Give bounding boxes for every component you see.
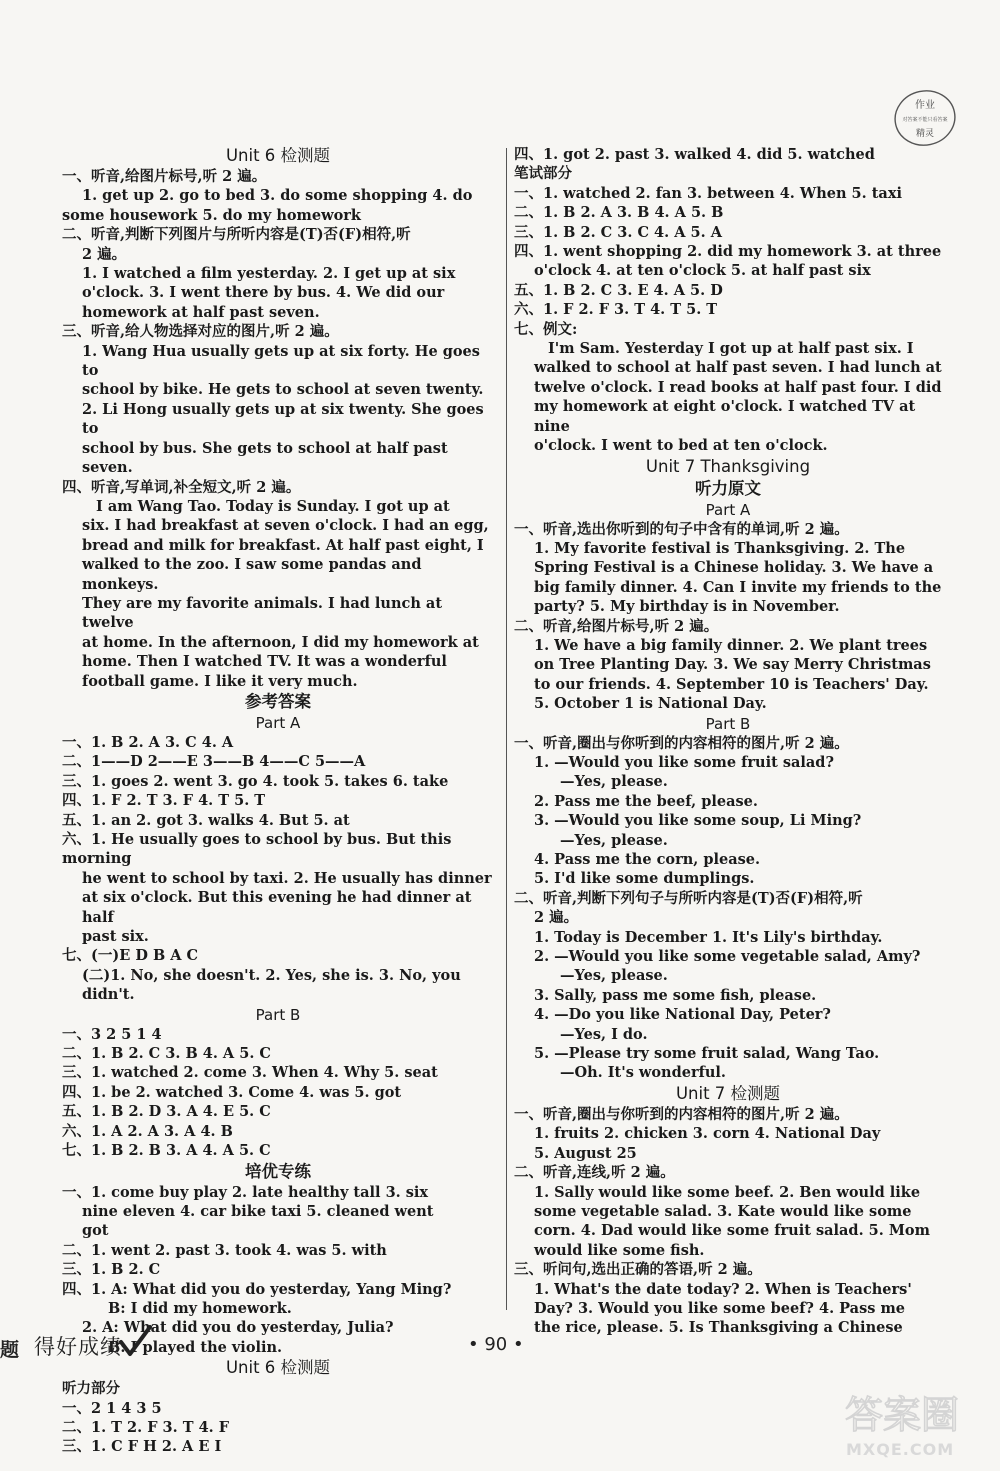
text-line: 二、听音,判断下列图片与所听内容是(T)否(F)相符,听: [62, 226, 411, 244]
text-line: 1. get up 2. go to bed 3. do some shopping 4. do: [82, 187, 473, 205]
text-line: 四、1. F 2. T 3. F 4. T 5. T: [62, 792, 266, 810]
text-line: 二、听音,连线,听 2 遍。: [514, 1164, 675, 1182]
text-line: 六、1. He usually goes to school by bus. But this morning: [62, 831, 452, 868]
text-line: at six o'clock. But this evening he had dinner at half: [82, 889, 472, 926]
stamp-text-3: 精灵: [915, 129, 935, 139]
text-line: on Tree Planting Day. 3. We say Merry Christmas: [534, 656, 931, 674]
text-line: at home. In the afternoon, I did my homework at: [82, 633, 479, 651]
text-line: 1. fruits 2. chicken 3. corn 4. National Day: [534, 1125, 881, 1143]
text-line: 1. My favorite festival is Thanksgiving. 2. The: [534, 539, 906, 557]
section-heading: 培优专练: [245, 1161, 311, 1181]
text-line: bread and milk for breakfast. At half past eight, I: [82, 536, 484, 554]
text-line: —Yes, please.: [560, 831, 668, 849]
text-line: some housework 5. do my homework: [62, 206, 361, 224]
text-line: party? 5. My birthday is in November.: [534, 598, 840, 616]
watermark-url: MXQE.COM: [846, 1440, 955, 1459]
text-line: 1. Sally would like some beef. 2. Ben would like: [534, 1183, 921, 1201]
text-line: I am Wang Tao. Today is Sunday. I got up at: [96, 497, 450, 515]
text-line: didn't.: [82, 986, 135, 1004]
section-heading: Unit 6 检测题: [225, 1358, 331, 1378]
section-heading: 听力原文: [695, 478, 761, 498]
text-line: 五、1. an 2. got 3. walks 4. But 5. at: [62, 811, 350, 829]
text-line: 1. I watched a film yesterday. 2. I get up at six: [82, 265, 456, 283]
text-line: 3. —Would you like some soup, Li Ming?: [534, 812, 862, 830]
stamp-text-2: 对答案不能只看答案: [902, 117, 948, 123]
text-line: 七、1. B 2. B 3. A 4. A 5. C: [62, 1142, 271, 1160]
text-line: school by bus. She gets to school at half past seven.: [82, 439, 448, 477]
checkmark-icon: [118, 1324, 152, 1358]
section-heading: 参考答案: [245, 691, 311, 711]
text-line: (二)1. No, she doesn't. 2. Yes, she is. 3. No, you: [82, 966, 461, 984]
text-line: 三、听问句,选出正确的答语,听 2 遍。: [514, 1261, 762, 1279]
text-line: o'clock 4. at ten o'clock 5. at half past six: [534, 262, 871, 280]
text-line: 四、1. got 2. past 3. walked 4. did 5. watched: [514, 146, 875, 163]
text-line: 1. What's the date today? 2. When is Teachers': [534, 1280, 912, 1298]
text-line: —Yes, please.: [560, 773, 668, 791]
text-line: 二、1. B 2. A 3. B 4. A 5. B: [514, 204, 724, 222]
text-line: six. I had breakfast at seven o'clock. I had an egg,: [82, 517, 489, 535]
text-line: 五、1. B 2. D 3. A 4. E 5. C: [62, 1103, 271, 1121]
text-line: 听力部分: [62, 1380, 120, 1398]
text-line: —Yes, I do.: [560, 1025, 648, 1043]
text-line: 5. October 1 is National Day.: [534, 695, 767, 713]
text-line: 二、听音,判断下列句子与所听内容是(T)否(F)相符,听: [514, 889, 863, 907]
text-line: 二、1. B 2. C 3. B 4. A 5. C: [62, 1045, 271, 1063]
text-line: he went to school by taxi. 2. He usually has dinner: [82, 869, 492, 887]
text-line: 5. —Please try some fruit salad, Wang Tao.: [534, 1045, 880, 1063]
text-line: 1. Wang Hua usually gets up at six forty. He goes to: [82, 342, 480, 380]
text-line: 5. I'd like some dumplings.: [534, 870, 755, 888]
text-line: 1. —Would you like some fruit salad?: [534, 753, 834, 771]
text-line: —Yes, please.: [560, 967, 668, 985]
text-line: 3. Sally, pass me some fish, please.: [534, 986, 817, 1004]
text-line: walked to the zoo. I saw some pandas and monkeys.: [82, 556, 422, 593]
text-line: o'clock. 3. I went there by bus. 4. We did our: [82, 284, 445, 302]
text-line: —Oh. It's wonderful.: [560, 1064, 726, 1082]
text-line: B: I did my homework.: [108, 1299, 292, 1317]
section-heading: Part A: [255, 713, 301, 732]
section-heading: Part B: [705, 714, 751, 733]
text-line: Spring Festival is a Chinese holiday. 3. We have a: [534, 559, 934, 577]
text-line: They are my favorite animals. I had lunch at twelve: [82, 594, 443, 632]
text-line: Day? 3. Would you like some beef? 4. Pass me: [534, 1299, 906, 1317]
left-column: [62, 145, 494, 1457]
text-line: corn. 4. Dad would like some fruit salad. 5. Mom: [534, 1222, 930, 1240]
text-line: 二、1——D 2——E 3——B 4——C 5——A: [62, 753, 366, 771]
text-line: 1. Today is December 1. It's Lily's birthday.: [534, 928, 883, 946]
text-line: 2. Pass me the beef, please.: [534, 792, 758, 810]
text-line: the rice, please. 5. Is Thanksgiving a Chinese: [534, 1319, 903, 1337]
text-line: some vegetable salad. 3. Kate would like some: [534, 1202, 912, 1220]
section-heading: Part B: [255, 1005, 301, 1024]
text-line: 三、1. B 2. C 3. C 4. A 5. A: [514, 223, 722, 241]
text-line: school by bike. He gets to school at seven twenty.: [82, 381, 484, 399]
text-line: 六、1. A 2. A 3. A 4. B: [62, 1122, 233, 1140]
text-line: 一、1. come buy play 2. late healthy tall 3. six: [62, 1183, 429, 1201]
text-line: 四、1. A: What did you do yesterday, Yang Ming?: [62, 1280, 452, 1298]
text-line: 六、1. F 2. F 3. T 4. T 5. T: [514, 301, 718, 319]
text-line: 4. Pass me the corn, please.: [534, 851, 761, 868]
text-line: 2. Li Hong usually gets up at six twenty. She goes to: [82, 400, 484, 438]
text-line: my homework at eight o'clock. I watched TV at nine: [534, 398, 916, 435]
text-line: got: [82, 1222, 109, 1240]
text-line: 5. August 25: [534, 1144, 637, 1162]
text-line: 2 遍。: [82, 245, 127, 263]
homework-stamp: [892, 86, 958, 150]
text-line: 三、听音,给人物选择对应的图片,听 2 遍。: [62, 323, 339, 341]
text-line: I'm Sam. Yesterday I got up at half past six. I: [548, 340, 914, 358]
text-line: twelve o'clock. I read books at half past four. I did: [534, 378, 942, 396]
text-line: would like some fish.: [534, 1241, 705, 1259]
text-line: 2 遍。: [534, 909, 579, 927]
text-line: 七、(一)E D B A C: [62, 947, 199, 965]
section-heading: Unit 6 检测题: [225, 146, 331, 165]
text-line: 2. A: What did you do yesterday, Julia?: [82, 1319, 394, 1337]
text-line: o'clock. I went to bed at ten o'clock.: [534, 437, 828, 455]
text-line: home. Then I watched TV. It was a wonderful: [82, 653, 447, 671]
text-line: football game. I like it very much.: [82, 672, 358, 690]
text-line: 一、3 2 5 1 4: [62, 1025, 162, 1043]
stamp-text-1: 作业: [915, 100, 935, 111]
text-line: 一、1. B 2. A 3. C 4. A: [62, 733, 234, 751]
text-line: 一、听音,给图片标号,听 2 遍。: [62, 168, 267, 185]
text-line: 一、1. watched 2. fan 3. between 4. When 5. taxi: [514, 184, 902, 202]
section-heading: Part A: [705, 500, 751, 519]
text-line: homework at half past seven.: [82, 303, 320, 321]
text-line: 一、2 1 4 3 5: [62, 1399, 162, 1417]
right-column: [514, 145, 942, 1338]
section-heading: Unit 7 检测题: [675, 1083, 781, 1103]
text-line: 三、1. C F H 2. A E I: [62, 1438, 222, 1456]
text-line: 四、1. be 2. watched 3. Come 4. was 5. got: [62, 1083, 402, 1101]
text-line: big family dinner. 4. Can I invite my friends to the: [534, 578, 942, 596]
text-line: to our friends. 4. September 10 is Teachers' Day.: [534, 675, 929, 693]
column-divider: [506, 148, 507, 1310]
text-line: B: I played the violin.: [108, 1338, 283, 1356]
text-line: 4. —Do you like National Day, Peter?: [534, 1006, 831, 1024]
footer-brand: 得好成绩: [34, 1335, 122, 1359]
text-line: 2. —Would you like some vegetable salad, Amy?: [534, 948, 921, 966]
text-line: 三、1. goes 2. went 3. go 4. took 5. takes 6. take: [62, 772, 449, 790]
watermark-brand: 答案圈: [844, 1393, 960, 1437]
text-line: 二、1. went 2. past 3. took 4. was 5. with: [62, 1241, 387, 1259]
text-line: 四、1. went shopping 2. did my homework 3. at three: [514, 243, 942, 261]
text-line: nine eleven 4. car bike taxi 5. cleaned went: [82, 1202, 434, 1220]
page-number: • 90 •: [468, 1334, 524, 1355]
text-line: past six.: [82, 928, 149, 946]
text-line: 一、听音,选出你听到的句子中含有的单词,听 2 遍。: [514, 520, 849, 538]
text-line: 一、听音,圈出与你听到的内容相符的图片,听 2 遍。: [514, 1105, 849, 1123]
section-heading: Unit 7 Thanksgiving: [645, 456, 811, 476]
text-line: 五、1. B 2. C 3. E 4. A 5. D: [514, 281, 723, 299]
text-line: 笔试部分: [514, 165, 572, 183]
text-line: 七、例文:: [514, 320, 578, 338]
text-line: 三、1. watched 2. come 3. When 4. Why 5. seat: [62, 1064, 438, 1082]
footer-fragment: 题: [0, 1339, 20, 1361]
text-line: 一、听音,圈出与你听到的内容相符的图片,听 2 遍。: [514, 734, 849, 752]
text-line: 二、听音,给图片标号,听 2 遍。: [514, 617, 719, 635]
text-line: 二、1. T 2. F 3. T 4. F: [62, 1418, 230, 1436]
text-line: 1. We have a big family dinner. 2. We plant trees: [534, 636, 928, 654]
text-line: walked to school at half past seven. I had lunch at: [534, 359, 942, 377]
text-line: 四、听音,写单词,补全短文,听 2 遍。: [62, 478, 301, 496]
text-line: 三、1. B 2. C: [62, 1261, 161, 1279]
